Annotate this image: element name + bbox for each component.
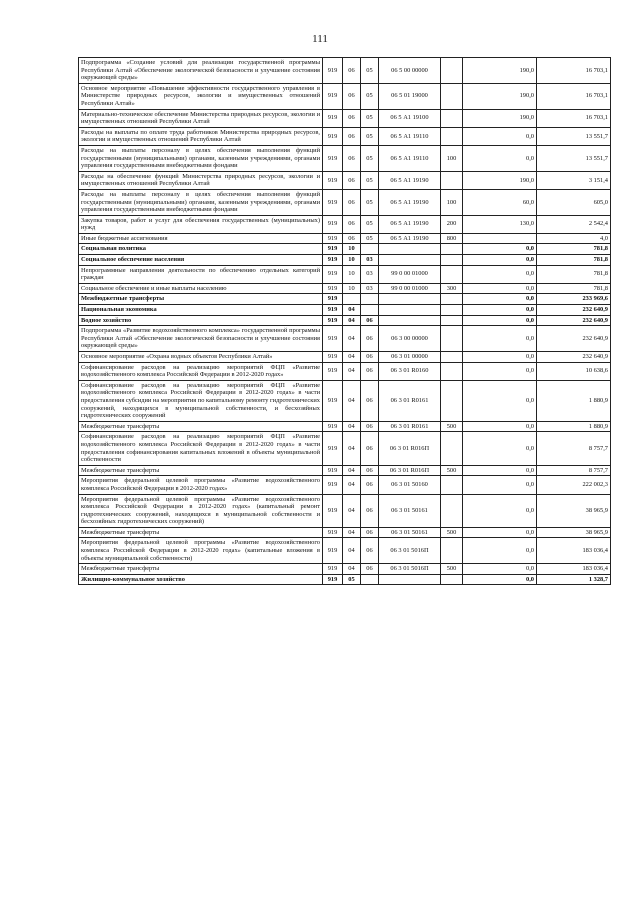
expense-name: Материально-техническое обеспечение Министерства природных ресурсов, экологии и имущественных отношений Республики Алтай	[79, 109, 323, 127]
target-article-code: 06 3 01 R0160	[379, 362, 441, 380]
ministry-code: 919	[323, 294, 343, 305]
amount-change: 0,0	[463, 494, 537, 527]
amount-change: 0,0	[463, 465, 537, 476]
section-code: 06	[343, 233, 361, 244]
table-row	[79, 305, 611, 316]
table-row	[79, 255, 611, 266]
target-article-code: 06 3 01 R0161	[379, 421, 441, 432]
ministry-code: 919	[323, 432, 343, 465]
subsection-code: 03	[361, 283, 379, 294]
section-code: 04	[343, 305, 361, 316]
expense-type-code	[441, 83, 463, 109]
amount-total: 8 757,7	[537, 465, 611, 476]
amount-change: 0,0	[463, 305, 537, 316]
expense-name: Мероприятия федеральной целевой программы «Развитие водохозяйственного комплекса Российской Федерации в 2012-2020 годах»	[79, 476, 323, 494]
section-code: 04	[343, 494, 361, 527]
expense-name: Межбюджетные трансферты	[79, 294, 323, 305]
expense-type-code: 300	[441, 283, 463, 294]
section-code: 06	[343, 127, 361, 145]
section-code: 06	[343, 83, 361, 109]
expense-type-code	[441, 255, 463, 266]
section-code: 06	[343, 189, 361, 215]
expense-type-code	[441, 326, 463, 352]
subsection-code: 06	[361, 326, 379, 352]
amount-total: 232 640,9	[537, 315, 611, 326]
page-number: 111	[312, 33, 328, 45]
amount-change: 0,0	[463, 315, 537, 326]
amount-change: 0,0	[463, 283, 537, 294]
expense-name: Основное мероприятие «Повышение эффективности государственного управления в Министерстве природных ресурсов, экологии и имущественных отношений Республики Алтай»	[79, 83, 323, 109]
expense-name: Подпрограмма «Создание условий для реализации государственной программы Республики Алтай «Обеспечение экологической безопасности и улучшение состояния окружающей среды»	[79, 58, 323, 84]
ministry-code: 919	[323, 362, 343, 380]
target-article-code: 06 5 А1 19110	[379, 127, 441, 145]
target-article-code: 06 5 А1 19190	[379, 171, 441, 189]
table-row	[79, 538, 611, 564]
expense-name: Расходы на обеспечение функций Министерства природных ресурсов, экологии и имущественных отношений Республики Алтай	[79, 171, 323, 189]
table-row	[79, 283, 611, 294]
expense-type-code: 100	[441, 189, 463, 215]
amount-total: 13 551,7	[537, 127, 611, 145]
ministry-code: 919	[323, 564, 343, 575]
amount-change: 0,0	[463, 362, 537, 380]
expense-name: Софинансирование расходов на реализацию мероприятий ФЦП «Развитие водохозяйственного комплекса Российской Федерации в 2012-2020 годах»	[79, 362, 323, 380]
expense-type-code	[441, 294, 463, 305]
section-code: 04	[343, 564, 361, 575]
section-code: 10	[343, 244, 361, 255]
table-row	[79, 215, 611, 233]
subsection-code: 05	[361, 233, 379, 244]
target-article-code: 06 5 А1 19190	[379, 189, 441, 215]
table-row	[79, 465, 611, 476]
ministry-code: 919	[323, 244, 343, 255]
amount-total: 38 965,9	[537, 527, 611, 538]
target-article-code: 06 5 А1 19110	[379, 145, 441, 171]
amount-total: 232 640,9	[537, 305, 611, 316]
amount-change: 0,0	[463, 352, 537, 363]
amount-total: 1 880,9	[537, 380, 611, 421]
section-code: 10	[343, 283, 361, 294]
expense-name: Мероприятия федеральной целевой программы «Развитие водохозяйственного комплекса Российской Федерации в 2012-2020 годах» (капитальный ремонт гидротехнических сооружений, находящихся в муниципальной собственности и бесхозяйных гидротехнических сооружений)	[79, 494, 323, 527]
ministry-code: 919	[323, 574, 343, 585]
section-code: 10	[343, 265, 361, 283]
expense-name: Основное мероприятие «Охрана водных объектов Республики Алтай»	[79, 352, 323, 363]
table-row	[79, 145, 611, 171]
expense-name: Расходы на выплаты персоналу в целях обеспечения выполнения функций государственными (муниципальными) органами, казенными учреждениями, органами управления государственными внебюджетными фондами	[79, 189, 323, 215]
amount-change: 190,0	[463, 58, 537, 84]
target-article-code: 06 5 01 19000	[379, 83, 441, 109]
expense-type-code: 500	[441, 527, 463, 538]
ministry-code: 919	[323, 189, 343, 215]
table-row	[79, 244, 611, 255]
subsection-code: 06	[361, 476, 379, 494]
table-row	[79, 109, 611, 127]
expense-name: Софинансирование расходов на реализацию мероприятий ФЦП «Развитие водохозяйственного комплекса Российской Федерации в 2012-2020 годах» в части предоставления софинансирования капитальных вложений в объекты муниципальной собственности	[79, 432, 323, 465]
table-row	[79, 476, 611, 494]
section-code: 04	[343, 380, 361, 421]
expense-name: Закупка товаров, работ и услуг для обеспечения государственных (муниципальных) нужд	[79, 215, 323, 233]
amount-change: 0,0	[463, 127, 537, 145]
amount-total: 16 703,1	[537, 109, 611, 127]
section-code: 04	[343, 421, 361, 432]
target-article-code: 06 5 00 00000	[379, 58, 441, 84]
table-row	[79, 294, 611, 305]
table-row	[79, 432, 611, 465]
subsection-code: 06	[361, 380, 379, 421]
ministry-code: 919	[323, 326, 343, 352]
ministry-code: 919	[323, 352, 343, 363]
target-article-code: 06 5 А1 19190	[379, 215, 441, 233]
expense-name: Жилищно-коммунальное хозяйство	[79, 574, 323, 585]
table-row	[79, 380, 611, 421]
subsection-code: 06	[361, 527, 379, 538]
target-article-code: 06 3 01 5016П	[379, 538, 441, 564]
target-article-code: 06 3 00 00000	[379, 326, 441, 352]
amount-total: 233 969,6	[537, 294, 611, 305]
section-code: 06	[343, 215, 361, 233]
expense-type-code	[441, 574, 463, 585]
table-row	[79, 171, 611, 189]
amount-change: 0,0	[463, 476, 537, 494]
ministry-code: 919	[323, 538, 343, 564]
amount-total: 183 036,4	[537, 538, 611, 564]
table-row	[79, 189, 611, 215]
expense-name: Социальное обеспечение и иные выплаты населению	[79, 283, 323, 294]
ministry-code: 919	[323, 494, 343, 527]
expense-type-code: 200	[441, 215, 463, 233]
subsection-code: 06	[361, 538, 379, 564]
ministry-code: 919	[323, 109, 343, 127]
subsection-code: 05	[361, 109, 379, 127]
subsection-code: 03	[361, 255, 379, 266]
target-article-code: 06 3 01 R0161	[379, 380, 441, 421]
amount-change: 190,0	[463, 109, 537, 127]
budget-table	[78, 57, 611, 585]
ministry-code: 919	[323, 265, 343, 283]
amount-total: 781,8	[537, 255, 611, 266]
amount-total: 4,0	[537, 233, 611, 244]
amount-change: 0,0	[463, 421, 537, 432]
subsection-code: 05	[361, 215, 379, 233]
amount-total: 222 002,3	[537, 476, 611, 494]
table-row	[79, 83, 611, 109]
table-row	[79, 315, 611, 326]
table-row	[79, 326, 611, 352]
expense-type-code	[441, 171, 463, 189]
expense-name: Подпрограмма «Развитие водохозяйственного комплекса» государственной программы Республики Алтай «Обеспечение экологической безопасности и улучшение состояния окружающей среды»	[79, 326, 323, 352]
amount-total: 13 551,7	[537, 145, 611, 171]
ministry-code: 919	[323, 127, 343, 145]
expense-type-code	[441, 432, 463, 465]
target-article-code	[379, 255, 441, 266]
table-row	[79, 564, 611, 575]
amount-total: 38 965,9	[537, 494, 611, 527]
target-article-code: 99 0 00 01000	[379, 265, 441, 283]
subsection-code	[361, 574, 379, 585]
subsection-code: 05	[361, 171, 379, 189]
target-article-code: 06 5 А1 19190	[379, 233, 441, 244]
amount-change: 0,0	[463, 244, 537, 255]
expense-name: Софинансирование расходов на реализацию мероприятий ФЦП «Развитие водохозяйственного комплекса Российской Федерации в 2012-2020 годах» в части предоставления субсидии на мероприятия по капитальному ремонту гидротехнических сооружений, находящихся в муниципальной собственности, и бесхозяйных гидротехнических сооружений	[79, 380, 323, 421]
subsection-code: 06	[361, 465, 379, 476]
amount-change: 0,0	[463, 574, 537, 585]
subsection-code: 06	[361, 362, 379, 380]
ministry-code: 919	[323, 315, 343, 326]
section-code: 06	[343, 109, 361, 127]
amount-total: 232 640,9	[537, 326, 611, 352]
subsection-code: 05	[361, 127, 379, 145]
subsection-code	[361, 244, 379, 255]
expense-name: Мероприятия федеральной целевой программы «Развитие водохозяйственного комплекса Российской Федерации в 2012-2020 годах» (капитальные вложения в объекты муниципальной собственности)	[79, 538, 323, 564]
expense-name: Расходы на выплаты персоналу в целях обеспечения выполнения функций государственными (муниципальными) органами, казенными учреждениями, органами управления государственными внебюджетными фондами	[79, 145, 323, 171]
amount-change: 0,0	[463, 527, 537, 538]
subsection-code: 05	[361, 145, 379, 171]
ministry-code: 919	[323, 476, 343, 494]
subsection-code: 05	[361, 58, 379, 84]
amount-change: 130,0	[463, 215, 537, 233]
section-code: 04	[343, 315, 361, 326]
section-code: 04	[343, 465, 361, 476]
expense-type-code: 500	[441, 465, 463, 476]
amount-change: 190,0	[463, 83, 537, 109]
ministry-code: 919	[323, 305, 343, 316]
amount-total: 232 640,9	[537, 352, 611, 363]
ministry-code: 919	[323, 171, 343, 189]
target-article-code	[379, 315, 441, 326]
table-row	[79, 352, 611, 363]
section-code: 04	[343, 352, 361, 363]
amount-change: 0,0	[463, 145, 537, 171]
target-article-code: 06 3 01 R016П	[379, 432, 441, 465]
target-article-code: 06 3 01 R016П	[379, 465, 441, 476]
ministry-code: 919	[323, 233, 343, 244]
target-article-code: 06 3 01 50161	[379, 527, 441, 538]
table-row	[79, 574, 611, 585]
table-row	[79, 127, 611, 145]
amount-total: 183 036,4	[537, 564, 611, 575]
subsection-code: 03	[361, 265, 379, 283]
expense-type-code	[441, 380, 463, 421]
subsection-code: 06	[361, 421, 379, 432]
section-code: 04	[343, 326, 361, 352]
amount-total: 3 151,4	[537, 171, 611, 189]
section-code: 04	[343, 538, 361, 564]
expense-type-code	[441, 362, 463, 380]
subsection-code: 06	[361, 564, 379, 575]
ministry-code: 919	[323, 380, 343, 421]
table-row	[79, 494, 611, 527]
target-article-code: 06 5 А1 19100	[379, 109, 441, 127]
ministry-code: 919	[323, 465, 343, 476]
expense-name: Иные бюджетные ассигнования	[79, 233, 323, 244]
target-article-code: 06 3 01 00000	[379, 352, 441, 363]
subsection-code: 05	[361, 83, 379, 109]
expense-type-code: 500	[441, 564, 463, 575]
amount-total: 605,0	[537, 189, 611, 215]
amount-change: 190,0	[463, 171, 537, 189]
amount-total: 1 880,9	[537, 421, 611, 432]
expense-type-code	[441, 244, 463, 255]
expense-type-code	[441, 127, 463, 145]
table-row	[79, 362, 611, 380]
expense-name: Межбюджетные трансферты	[79, 465, 323, 476]
expense-name: Водное хозяйство	[79, 315, 323, 326]
expense-name: Национальная экономика	[79, 305, 323, 316]
expense-type-code	[441, 352, 463, 363]
ministry-code: 919	[323, 283, 343, 294]
expense-type-code	[441, 538, 463, 564]
amount-total: 1 328,7	[537, 574, 611, 585]
table-row	[79, 527, 611, 538]
expense-name: Социальная политика	[79, 244, 323, 255]
table-row	[79, 421, 611, 432]
target-article-code: 99 0 00 01000	[379, 283, 441, 294]
table-row	[79, 58, 611, 84]
amount-change: 60,0	[463, 189, 537, 215]
subsection-code: 06	[361, 352, 379, 363]
amount-total: 2 542,4	[537, 215, 611, 233]
target-article-code	[379, 574, 441, 585]
amount-total: 10 638,6	[537, 362, 611, 380]
amount-change: 0,0	[463, 538, 537, 564]
section-code: 05	[343, 574, 361, 585]
subsection-code	[361, 294, 379, 305]
expense-type-code	[441, 476, 463, 494]
ministry-code: 919	[323, 58, 343, 84]
section-code: 04	[343, 362, 361, 380]
amount-change: 0,0	[463, 380, 537, 421]
ministry-code: 919	[323, 255, 343, 266]
amount-total: 16 703,1	[537, 58, 611, 84]
section-code: 04	[343, 476, 361, 494]
expense-name: Межбюджетные трансферты	[79, 564, 323, 575]
ministry-code: 919	[323, 527, 343, 538]
expense-type-code	[441, 265, 463, 283]
target-article-code: 06 3 01 5016П	[379, 564, 441, 575]
expense-type-code: 500	[441, 421, 463, 432]
amount-total: 16 703,1	[537, 83, 611, 109]
subsection-code: 06	[361, 315, 379, 326]
amount-change: 0,0	[463, 432, 537, 465]
expense-name: Межбюджетные трансферты	[79, 421, 323, 432]
subsection-code: 06	[361, 494, 379, 527]
amount-change: 0,0	[463, 564, 537, 575]
target-article-code: 06 3 01 50161	[379, 494, 441, 527]
expense-type-code	[441, 109, 463, 127]
expense-name: Социальное обеспечение населения	[79, 255, 323, 266]
amount-change: 0,0	[463, 326, 537, 352]
target-article-code: 06 3 01 50160	[379, 476, 441, 494]
section-code: 06	[343, 171, 361, 189]
target-article-code	[379, 244, 441, 255]
amount-total: 8 757,7	[537, 432, 611, 465]
target-article-code	[379, 305, 441, 316]
amount-change	[463, 233, 537, 244]
amount-total: 781,8	[537, 283, 611, 294]
expense-name: Межбюджетные трансферты	[79, 527, 323, 538]
expense-type-code	[441, 58, 463, 84]
section-code: 04	[343, 432, 361, 465]
ministry-code: 919	[323, 83, 343, 109]
section-code: 06	[343, 145, 361, 171]
section-code: 06	[343, 58, 361, 84]
ministry-code: 919	[323, 421, 343, 432]
amount-total: 781,8	[537, 244, 611, 255]
table-row	[79, 265, 611, 283]
expense-type-code	[441, 305, 463, 316]
amount-total: 781,8	[537, 265, 611, 283]
ministry-code: 919	[323, 215, 343, 233]
subsection-code	[361, 305, 379, 316]
expense-type-code	[441, 494, 463, 527]
expense-name: Непрограммные направления деятельности по обеспечению отдельных категорий граждан	[79, 265, 323, 283]
section-code: 10	[343, 255, 361, 266]
section-code: 04	[343, 527, 361, 538]
table-row	[79, 233, 611, 244]
amount-change: 0,0	[463, 294, 537, 305]
expense-name: Расходы на выплаты по оплате труда работников Министерства природных ресурсов, экологии и имущественных отношений Республики Алтай	[79, 127, 323, 145]
amount-change: 0,0	[463, 265, 537, 283]
expense-type-code: 100	[441, 145, 463, 171]
expense-type-code	[441, 315, 463, 326]
target-article-code	[379, 294, 441, 305]
subsection-code: 06	[361, 432, 379, 465]
amount-change: 0,0	[463, 255, 537, 266]
subsection-code: 05	[361, 189, 379, 215]
ministry-code: 919	[323, 145, 343, 171]
section-code	[343, 294, 361, 305]
expense-type-code: 800	[441, 233, 463, 244]
